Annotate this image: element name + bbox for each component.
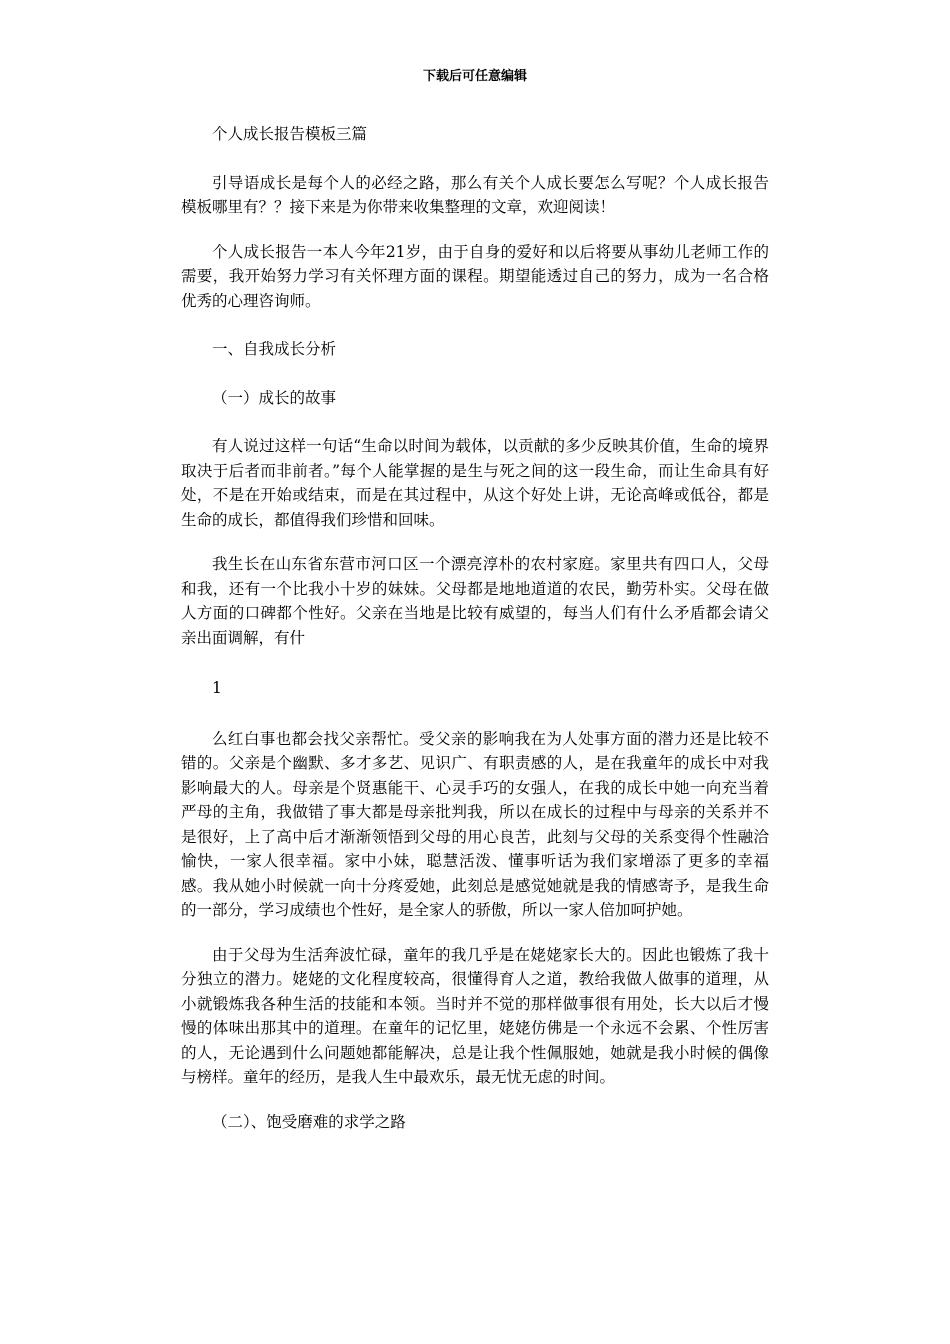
subsection-heading-2: （二）、饱受磨难的求学之路 — [212, 1112, 406, 1131]
document-body — [181, 122, 769, 1158]
page-number: 1 — [212, 679, 222, 697]
intro-paragraph: 引导语成长是每个人的必经之路，那么有关个人成长要怎么写呢？个人成长报告模板哪里有？？接下来是为你带来收集整理的文章，欢迎阅读！ — [181, 173, 769, 216]
document-title: 个人成长报告模板三篇 — [212, 125, 368, 143]
page-header: 下载后可任意编辑 — [422, 69, 527, 84]
subsection-heading-1: （一）成长的故事 — [212, 388, 337, 407]
paragraph-1: 个人成长报告一本人今年21岁，由于自身的爱好和以后将要从事幼儿老师工作的需要，我开始努力学习有关怀理方面的课程。期望能透过自己的努力，成为一名合格优秀的心理咨询师。 — [181, 242, 769, 310]
paragraph-4: 么红白事也都会找父亲帮忙。受父亲的影响我在为人处事方面的潜力还是比较不错的。父亲是个幽默、多才多艺、见识广、有职责感的人，是在我童年的成长中对我影响最大的人。母亲是个贤惠能干、心灵手巧的女强人，在我的成长中她一向充当着严母的主角，我做错了事大都是母亲批判我，所以在成长的过程中与母亲的关系并不是很好，上了高中后才渐渐领悟到父母的用心良苦，此刻与父母的关系变得个性融洽愉快，一家人很幸福。家中小妹，聪慧活泼、懂事听话为我们家增添了更多的幸福感。我从她小时候就一向十分疼爱她，此刻总是感觉她就是我的情感寄予，是我生命的一部分，学习成绩也个性好，是全家人的骄傲，所以一家人倍加呵护她。 — [181, 729, 769, 919]
paragraph-3: 我生长在山东省东营市河口区一个漂亮淳朴的农村家庭。家里共有四口人，父母和我，还有一个比我小十岁的妹妹。父母都是地地道道的农民，勤劳朴实。父母在做人方面的口碑都个性好。父亲在当地是比较有威望的，每当人们有什么矛盾都会请父亲出面调解，有什 — [181, 555, 769, 647]
section-heading-1: 一、自我成长分析 — [212, 340, 337, 358]
paragraph-2: 有人说过这样一句话“生命以时间为载体，以贡献的多少反映其价值，生命的境界取决于后者而非前者。”每个人能掌握的是生与死之间的这一段生命，而让生命具有好处，不是在开始或结束，而是在其过程中，从这个好处上讲，无论高峰或低谷，都是生命的成长，都值得我们珍惜和回味。 — [181, 437, 769, 529]
paragraph-5: 由于父母为生活奔波忙碌，童年的我几乎是在姥姥家长大的。因此也锻炼了我十分独立的潜力。姥姥的文化程度较高，很懂得育人之道，教给我做人做事的道理，从小就锻炼我各种生活的技能和本领。当时并不觉的那样做事很有用处，长大以后才慢慢的体味出那其中的道理。在童年的记忆里，姥姥仿佛是一个永远不会累、个性厉害的人，无论遇到什么问题她都能解决，总是让我个性佩服她，她就是我小时候的偶像与榜样。童年的经历，是我人生中最欢乐，最无忧无虑的时间。 — [181, 945, 769, 1086]
